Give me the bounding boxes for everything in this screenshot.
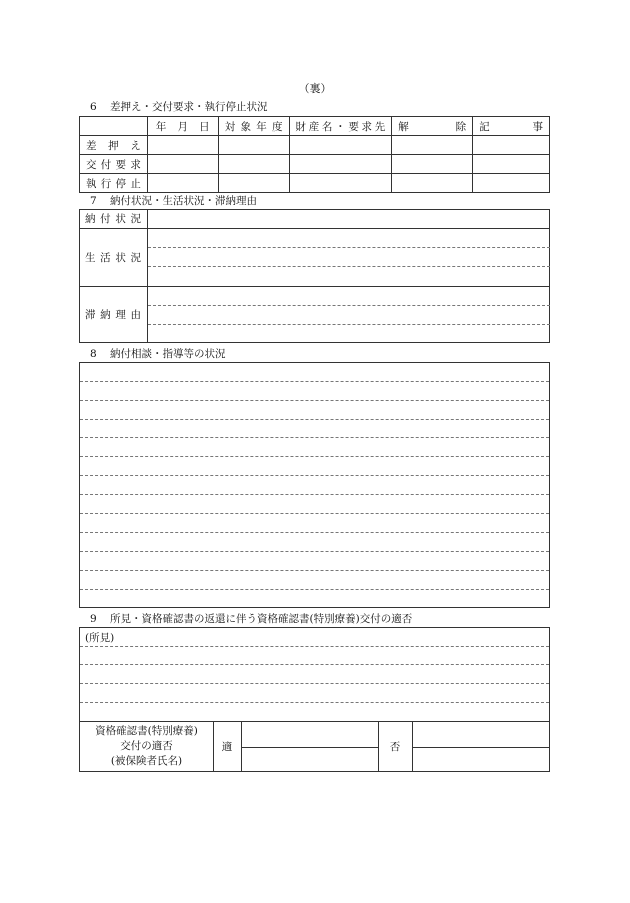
header-release: 解 除 — [392, 117, 473, 136]
writing-line — [80, 513, 549, 514]
page-title: （裏） — [298, 82, 332, 95]
writing-line — [80, 400, 549, 401]
column-divider — [147, 209, 148, 343]
cell-release[interactable] — [392, 155, 473, 174]
section-title: 納付相談・指導等の状況 — [110, 348, 226, 360]
table-row — [80, 174, 550, 193]
header-target-year: 対象年度 — [218, 117, 289, 136]
header-property: 財産名・要求先 — [289, 117, 392, 136]
writing-line — [148, 324, 550, 325]
row-label-living-status: 生活状況 — [85, 251, 141, 264]
writing-line — [80, 570, 549, 571]
cell-notes[interactable] — [473, 155, 550, 174]
remarks-label: (所見) — [85, 632, 115, 644]
section-number: 7 — [90, 195, 97, 207]
writing-line — [80, 381, 549, 382]
approve-label: 適 — [221, 741, 233, 753]
table-row — [80, 136, 550, 155]
writing-line — [148, 305, 550, 306]
eligibility-label-line: 資格確認書(特別療養) — [95, 725, 198, 737]
section-title: 差押え・交付要求・執行停止状況 — [110, 101, 268, 113]
row-divider — [79, 228, 550, 229]
section-title: 納付状況・生活状況・滞納理由 — [110, 195, 257, 207]
cell-property[interactable] — [289, 155, 392, 174]
writing-line — [148, 247, 550, 248]
section-number: 6 — [90, 101, 97, 113]
header-cell-blank — [80, 117, 148, 136]
section-number: 9 — [90, 613, 97, 625]
section-number: 8 — [90, 348, 97, 360]
cell-release[interactable] — [392, 136, 473, 155]
writing-line — [80, 664, 549, 665]
cell-release[interactable] — [392, 174, 473, 193]
consultation-box[interactable] — [79, 362, 550, 608]
writing-line — [80, 589, 549, 590]
table-row — [80, 155, 550, 174]
eligibility-label — [80, 724, 213, 769]
eligibility-label-line: (被保険者氏名) — [110, 755, 183, 767]
cell-date[interactable] — [147, 155, 218, 174]
eligibility-label-line: 交付の適否 — [120, 740, 173, 752]
row-label-suspension: 執行停止 — [80, 174, 148, 193]
table-header-row — [80, 117, 550, 136]
cell-property[interactable] — [289, 174, 392, 193]
section-6-heading — [90, 99, 268, 114]
writing-line — [80, 456, 549, 457]
section-9-heading — [90, 611, 412, 626]
row-label-seizure: 差押え — [80, 136, 148, 155]
section-8-heading — [90, 346, 226, 361]
writing-line — [80, 702, 549, 703]
status-box — [79, 209, 550, 343]
cell-target-year[interactable] — [218, 174, 289, 193]
row-divider — [79, 286, 550, 287]
writing-line — [80, 646, 549, 647]
writing-line — [80, 494, 549, 495]
writing-line — [148, 266, 550, 267]
seizure-status-table — [79, 116, 550, 193]
section-7-heading — [90, 193, 257, 208]
cell-date[interactable] — [147, 136, 218, 155]
cell-notes[interactable] — [473, 174, 550, 193]
section-title: 所見・資格確認書の返還に伴う資格確認書(特別療養)交付の適否 — [110, 613, 413, 625]
reject-name-field[interactable] — [413, 748, 549, 771]
approve-name-field[interactable] — [242, 748, 377, 771]
writing-line — [80, 532, 549, 533]
writing-line — [80, 683, 549, 684]
writing-line — [80, 419, 549, 420]
writing-line — [80, 551, 549, 552]
cell-property[interactable] — [289, 136, 392, 155]
cell-date[interactable] — [147, 174, 218, 193]
approve-field-upper[interactable] — [242, 722, 377, 746]
row-label-delivery-request: 交付要求 — [80, 155, 148, 174]
row-label-delinquency-reason: 滞納理由 — [85, 309, 141, 321]
writing-line — [80, 437, 549, 438]
writing-line — [80, 475, 549, 476]
reject-label: 否 — [389, 741, 401, 753]
cell-target-year[interactable] — [218, 136, 289, 155]
header-notes: 記 事 — [473, 117, 550, 136]
cell-target-year[interactable] — [218, 155, 289, 174]
cell-notes[interactable] — [473, 136, 550, 155]
header-date: 年 月 日 — [147, 117, 218, 136]
row-label-payment-status: 納付状況 — [85, 213, 141, 225]
reject-field-upper[interactable] — [413, 722, 549, 746]
